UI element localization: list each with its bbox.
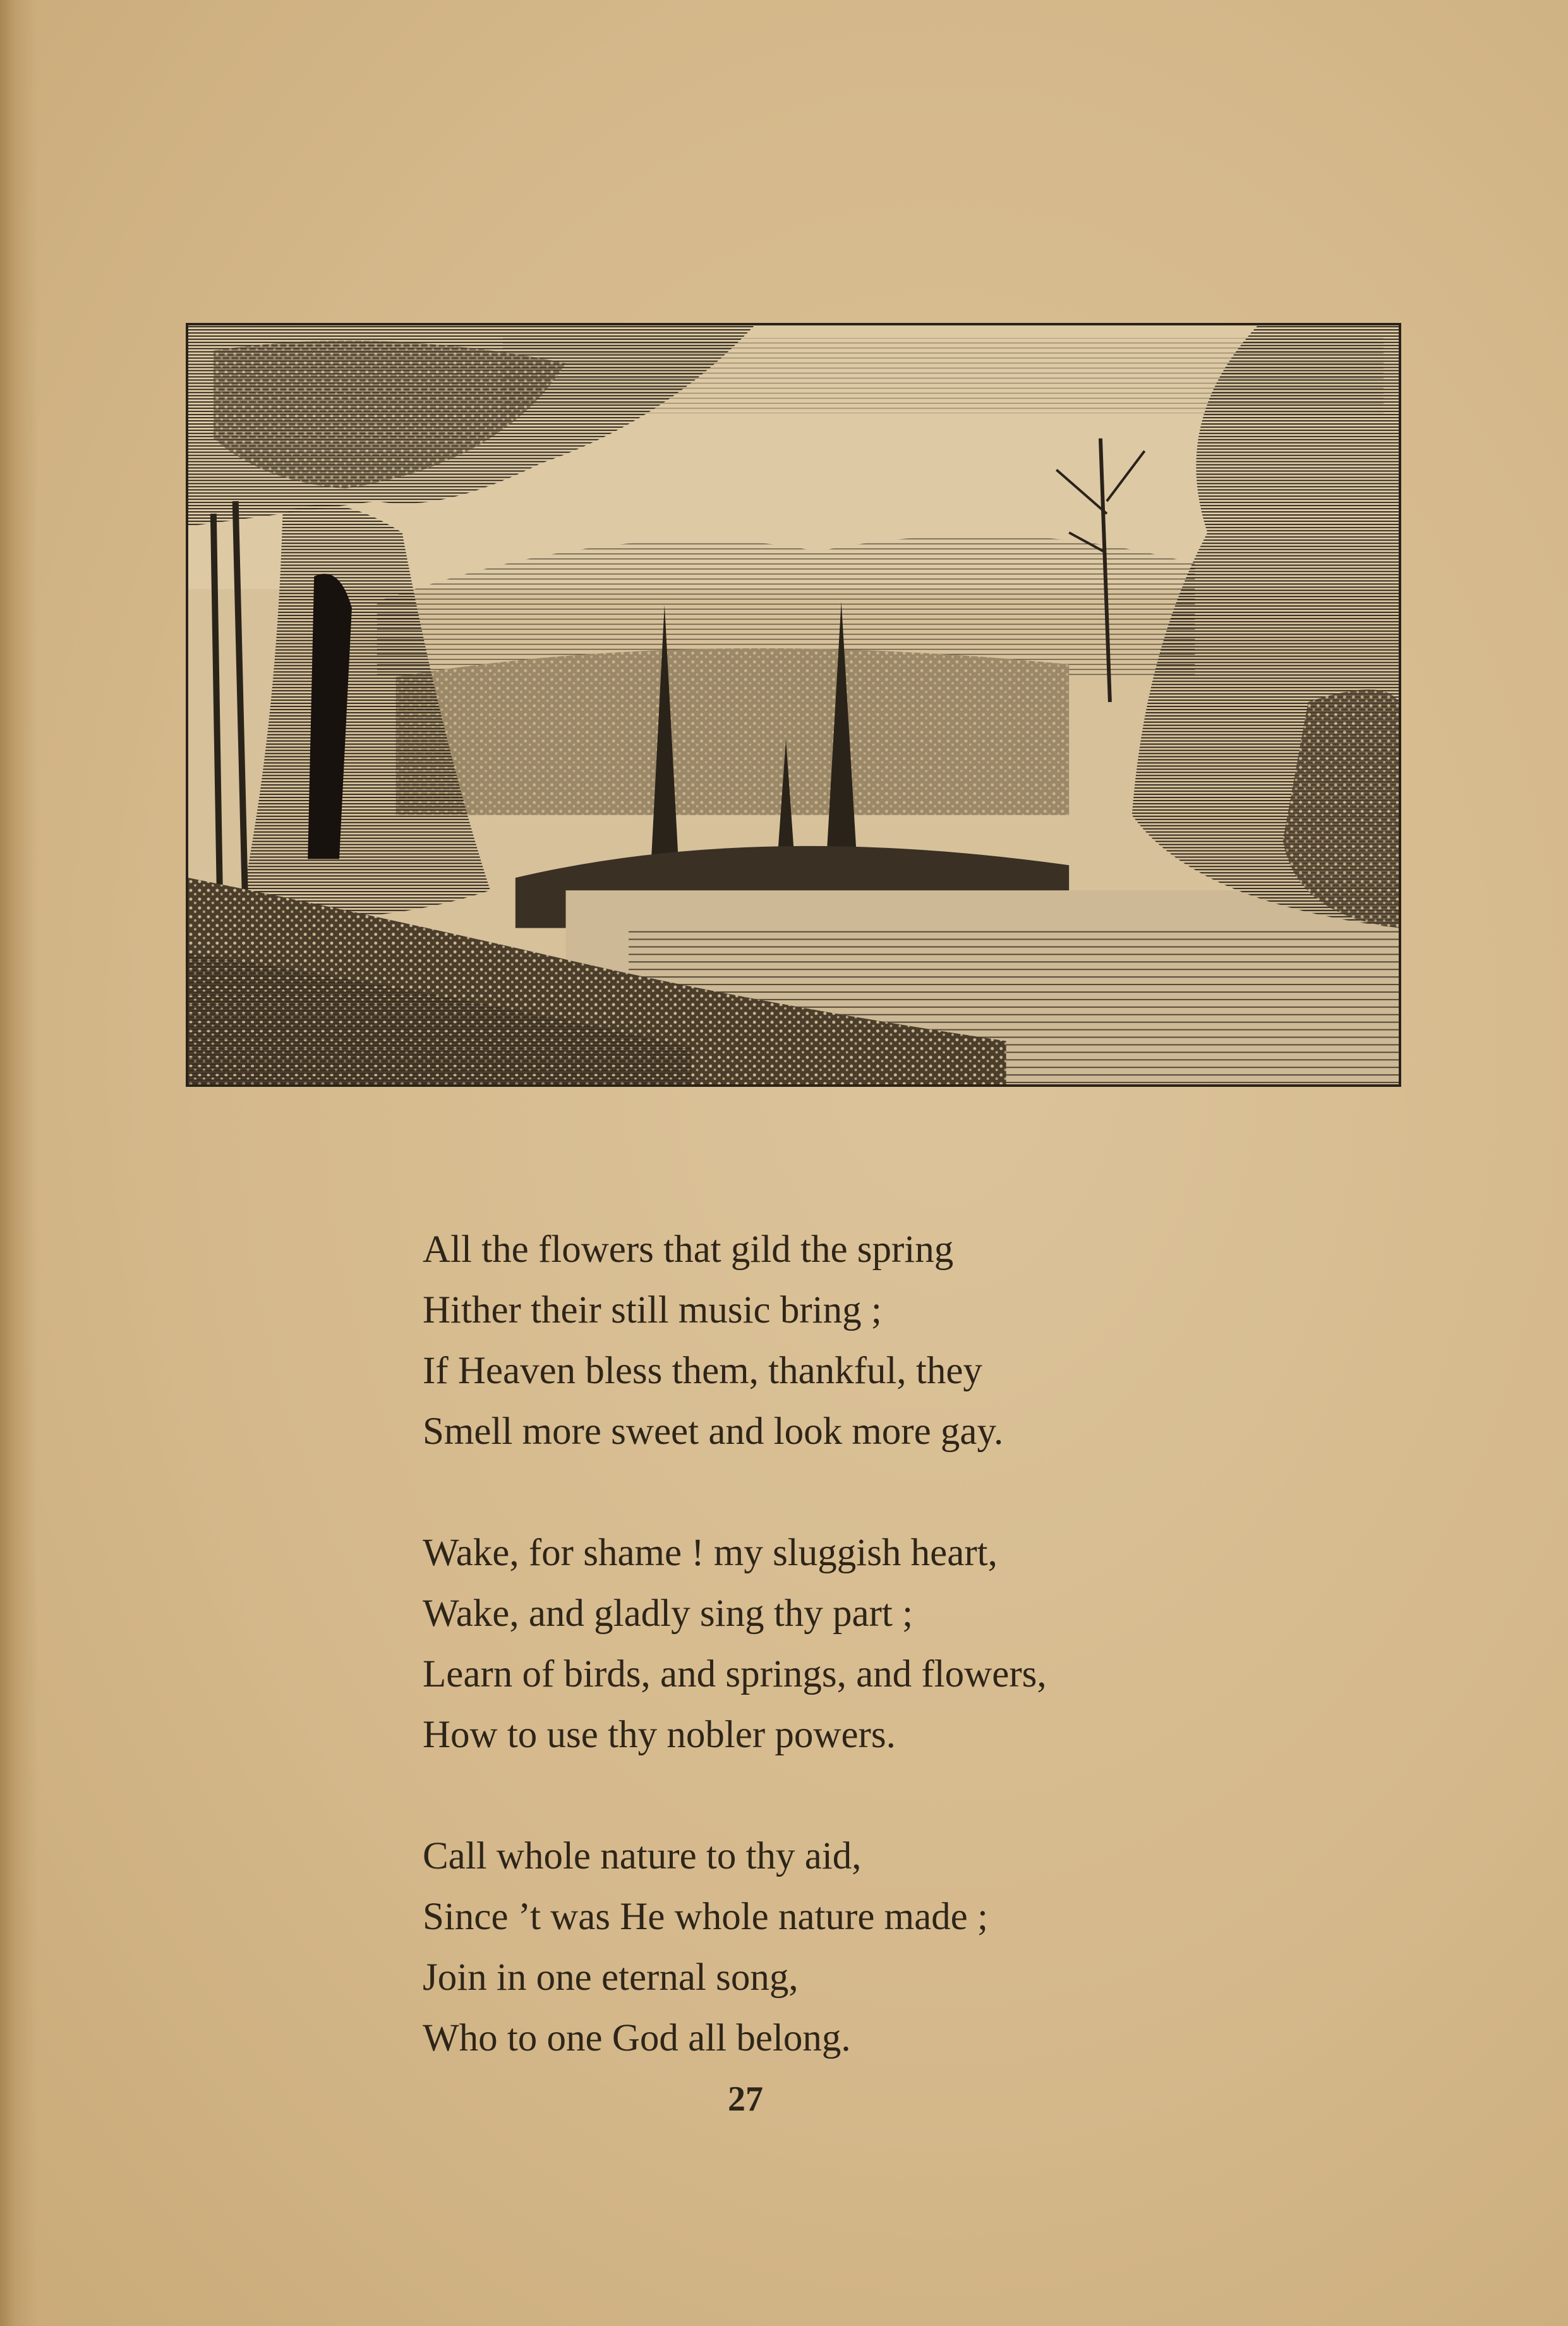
poem-line: Join in one eternal song, bbox=[423, 1956, 799, 1999]
poem-line: Since ’t was He whole nature made ; bbox=[423, 1896, 988, 1938]
stanza bbox=[423, 1523, 1339, 1766]
poem-line: All the flowers that gild the spring bbox=[423, 1228, 954, 1271]
page-number: 27 bbox=[728, 2080, 763, 2119]
poem-line: Smell more sweet and look more gay. bbox=[423, 1410, 1004, 1453]
poem-line: Who to one God all belong. bbox=[423, 2017, 851, 2059]
landscape-engraving bbox=[186, 323, 1401, 1087]
stanza bbox=[423, 1826, 1339, 2069]
poem-line: Hither their still music bring ; bbox=[423, 1289, 882, 1331]
poem-text bbox=[423, 1220, 1339, 2069]
landscape-illustration bbox=[188, 325, 1399, 1084]
poem-line: Learn of birds, and springs, and flowers, bbox=[423, 1653, 1047, 1695]
poem-line: Call whole nature to thy aid, bbox=[423, 1835, 862, 1877]
poem-line: Wake, and gladly sing thy part ; bbox=[423, 1592, 914, 1635]
poem-line: Wake, for shame ! my sluggish heart, bbox=[423, 1532, 998, 1574]
stanza bbox=[423, 1220, 1339, 1462]
poem-line: How to use thy nobler powers. bbox=[423, 1714, 896, 1756]
book-gutter-shadow bbox=[0, 0, 38, 2326]
poem-line: If Heaven bless them, thankful, they bbox=[423, 1350, 982, 1392]
